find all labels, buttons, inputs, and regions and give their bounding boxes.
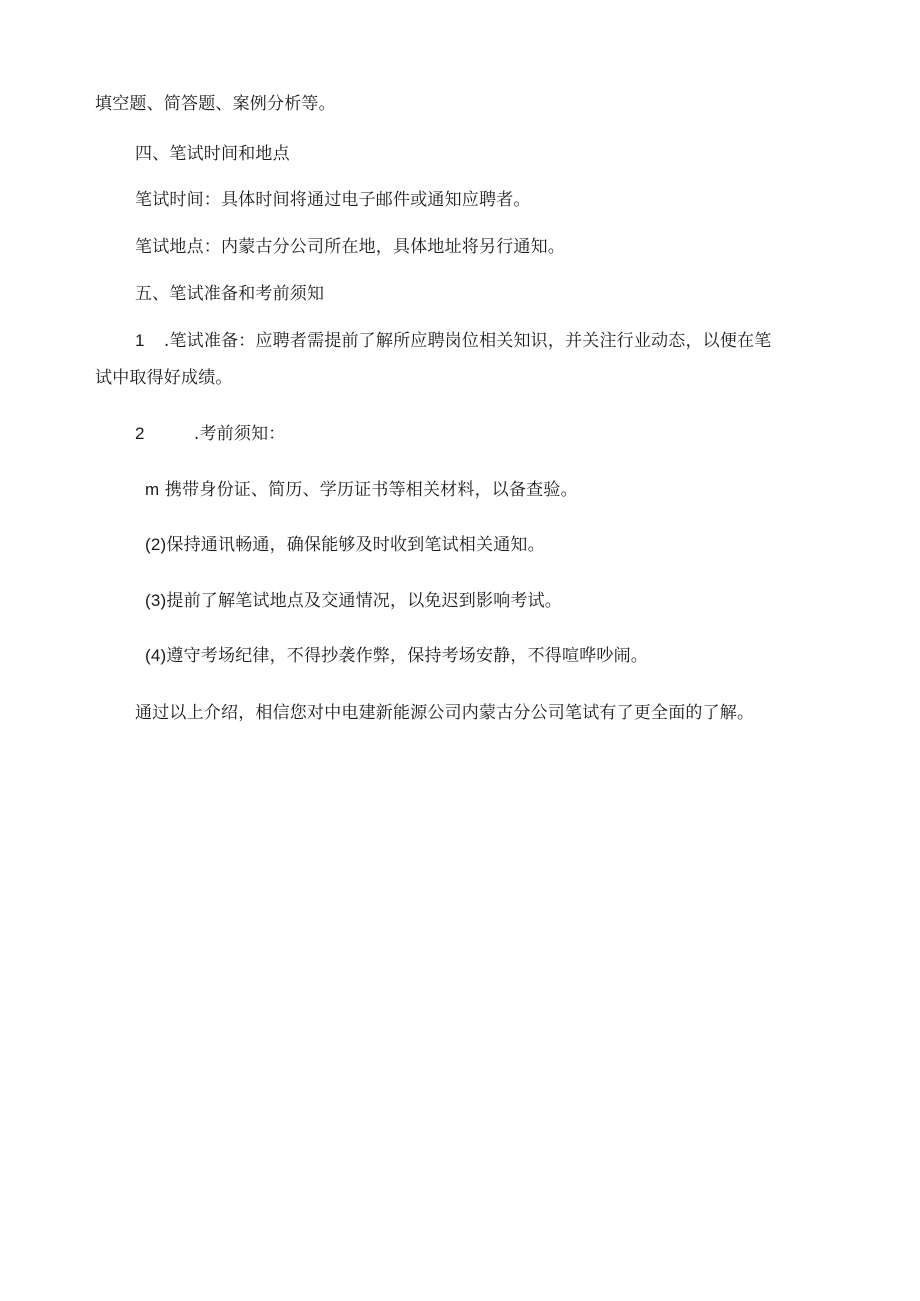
sub-item-text: 保持通讯畅通，确保能够及时收到笔试相关通知。	[166, 535, 545, 555]
list-number: 1	[135, 331, 145, 350]
list-item-1-continuation	[95, 366, 233, 390]
sub-item-2	[145, 533, 545, 557]
paragraph-text: 填空题、简答题、案例分析等。	[95, 94, 336, 114]
sub-item-text: 携带身份证、简历、学历证书等相关材料，以备查验。	[164, 480, 578, 500]
exam-place-line	[135, 235, 565, 259]
exam-time-text: 笔试时间：具体时间将通过电子邮件或通知应聘者。	[135, 190, 531, 210]
list-number: 2	[135, 424, 145, 443]
sub-item-text: 遵守考场纪律，不得抄袭作弊，保持考场安静，不得喧哗吵闹。	[166, 646, 648, 666]
section-heading-4	[135, 142, 290, 166]
sub-item-marker: (4)	[145, 646, 167, 665]
paragraph-continuation	[95, 92, 336, 116]
sub-item-1	[145, 478, 578, 502]
conclusion-text: 通过以上介绍，相信您对中电建新能源公司内蒙古分公司笔试有了更全面的了解。	[135, 703, 755, 723]
list-item-text: 试中取得好成绩。	[95, 368, 233, 388]
conclusion-paragraph	[135, 701, 754, 725]
list-item-text: .笔试准备：应聘者需提前了解所应聘岗位相关知识，并关注行业动态，以便在笔	[163, 331, 772, 351]
section-heading-5	[135, 282, 324, 306]
list-item-1	[135, 329, 771, 353]
heading-text: 四、笔试时间和地点	[135, 144, 290, 164]
sub-item-marker: (3)	[145, 591, 167, 610]
sub-item-text: 提前了解笔试地点及交通情况，以免迟到影响考试。	[166, 591, 562, 611]
sub-item-3	[145, 589, 562, 613]
heading-text: 五、笔试准备和考前须知	[135, 284, 325, 304]
list-item-2	[135, 422, 285, 446]
sub-item-marker: (2)	[145, 535, 167, 554]
sub-item-4	[145, 644, 648, 668]
exam-place-text: 笔试地点：内蒙古分公司所在地，具体地址将另行通知。	[135, 237, 565, 257]
exam-time-line	[135, 188, 531, 212]
sub-item-marker: m	[145, 480, 160, 499]
list-item-text: .考前须知：	[193, 424, 286, 444]
